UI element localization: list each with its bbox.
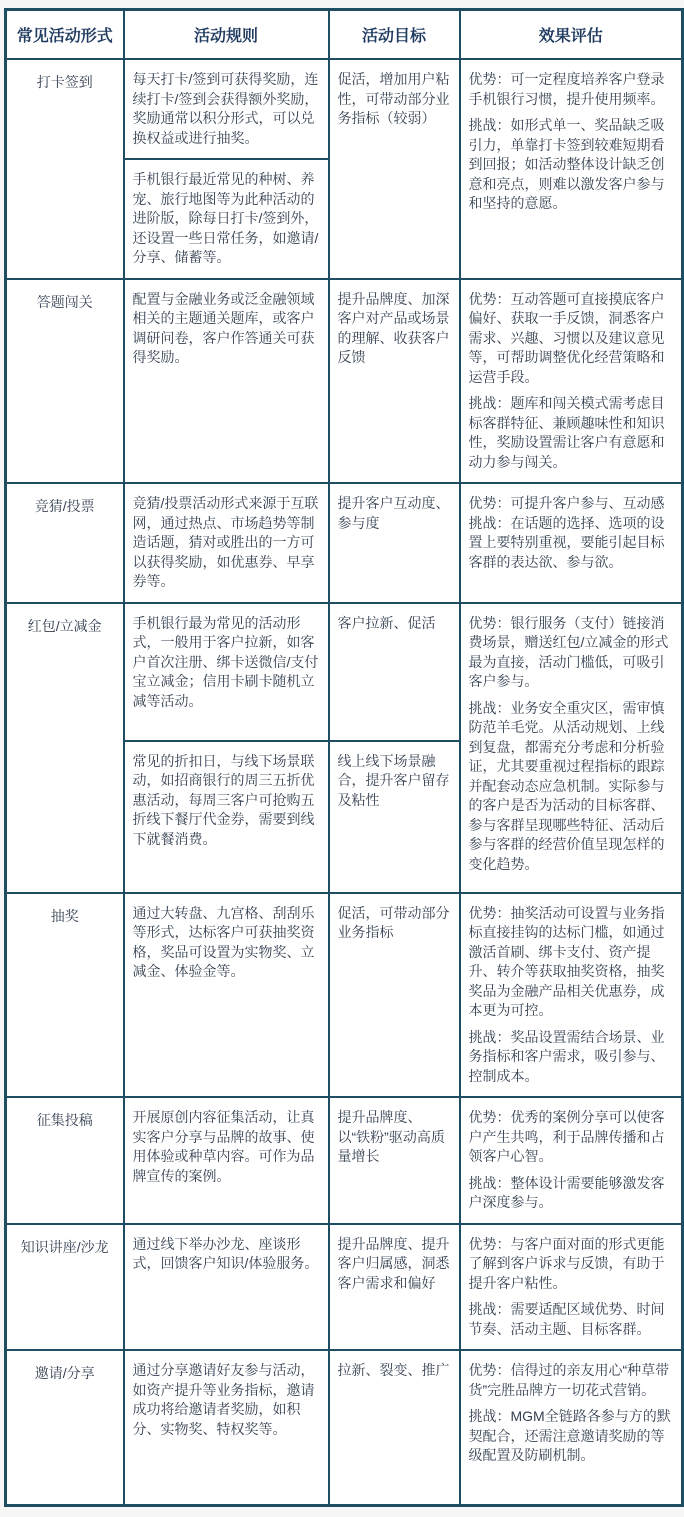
goals-cell: 提升品牌度、加深客户对产品或场景的理解、收获客户反馈 xyxy=(329,279,460,484)
row-red-packet xyxy=(6,603,683,741)
rules-cell-discount-day: 常见的折扣日，与线下场景联动，如招商银行的周三五折优惠活动，每周三客户可抢购五折线下餐厅代金券，需要到线下就餐消费。 xyxy=(124,741,329,893)
evaluation-cell xyxy=(460,59,683,279)
form-cell: 征集投稿 xyxy=(6,1097,124,1224)
goals-cell: 客户拉新、促活 xyxy=(329,603,460,741)
evaluation-challenge: 挑战：需要适配区域优势、时间节奏、活动主题、目标客群。 xyxy=(468,1301,665,1337)
goals-cell: 促活，增加用户粘性，可带动部分业务指标（较弱） xyxy=(329,59,460,279)
evaluation-advantage: 优势：可一定程度培养客户登录手机银行习惯，提升使用频率。 xyxy=(468,71,665,107)
goals-cell: 拉新、裂变、推广 xyxy=(329,1350,460,1505)
evaluation-advantage: 优势：与客户面对面的形式更能了解到客户诉求与反馈，有助于提升客户粘性。 xyxy=(468,1235,665,1291)
column-header-form: 常见活动形式 xyxy=(6,10,124,60)
evaluation-advantage: 优势：信得过的亲友用心“种草带货”完胜品牌方一切花式营销。 xyxy=(468,1362,670,1398)
evaluation-challenge: 挑战：奖品设置需结合场景、业务指标和客户需求，吸引参与、控制成本。 xyxy=(468,1028,665,1084)
form-cell: 抽奖 xyxy=(6,893,124,1098)
row-check-in xyxy=(6,59,683,159)
form-cell: 邀请/分享 xyxy=(6,1350,124,1505)
evaluation-advantage: 优势：银行服务（支付）链接消费场景，赠送红包/立减金的形式最为直接，活动门槛低，可吸引客户参与。 xyxy=(468,614,669,689)
rules-cell: 配置与金融业务或泛金融领域相关的主题通关题库，或客户调研问卷，客户作答通关可获得奖励。 xyxy=(124,279,329,484)
rules-cell: 每天打卡/签到可获得奖励，连续打卡/签到会获得额外奖励，奖励通常以积分形式，可以兑换权益或进行抽奖。 xyxy=(124,59,329,159)
evaluation-cell xyxy=(460,893,683,1098)
goals-cell-offline: 线上线下场景融合，提升客户留存及粘性 xyxy=(329,741,460,893)
form-cell: 答题闯关 xyxy=(6,279,124,484)
rules-cell: 手机银行最为常见的活动形式，一般用于客户拉新，如客户首次注册、绑卡送微信/支付宝立减金；信用卡刷卡随机立减等活动。 xyxy=(124,603,329,741)
evaluation-advantage: 优势：优秀的案例分享可以使客户产生共鸣，利于品牌传播和占领客户心智。 xyxy=(468,1109,665,1164)
evaluation-challenge: 挑战：业务安全重灾区，需审慎防范羊毛党。从活动规划、上线到复盘，都需充分考虑和分析验证，尤其要重视过程指标的跟踪并配套动态应急机制。实际参与的客户是否为活动的目标客群、参与客群呈现哪些特征、活动后参与客群的经营价值呈现怎样的变化趋势。 xyxy=(468,699,665,872)
evaluation-challenge: 挑战：MGM全链路各参与方的默契配合，还需注意邀请奖励的等级配置及防刷机制。 xyxy=(468,1408,671,1463)
goals-cell: 提升品牌度、以“铁粉”驱动高质量增长 xyxy=(329,1097,460,1224)
evaluation-cell xyxy=(460,1097,683,1224)
row-lottery xyxy=(6,893,683,1098)
rules-cell: 通过大转盘、九宫格、刮刮乐等形式，达标客户可获抽奖资格，奖品可设置为实物奖、立减金、体验金等。 xyxy=(124,893,329,1098)
column-header-evaluation: 效果评估 xyxy=(460,10,683,60)
row-ugc-collection xyxy=(6,1097,683,1224)
rules-cell-advanced: 手机银行最近常见的种树、养宠、旅行地图等为此种活动的进阶版，除每日打卡/签到外，还设置一些日常任务，如邀请/分享、储蓄等。 xyxy=(124,159,329,279)
rules-cell: 开展原创内容征集活动，让真实客户分享与品牌的故事、使用体验或种草内容。可作为品牌宣传的案例。 xyxy=(124,1097,329,1224)
evaluation-challenge: 挑战：如形式单一、奖品缺乏吸引力，单靠打卡签到较难短期看到回报；如活动整体设计缺乏创意和亮点，则难以激发客户参与和坚持的意愿。 xyxy=(468,117,665,211)
evaluation-challenge: 挑战：题库和闯关模式需考虑目标客群特征、兼顾趣味性和知识性，奖励设置需让客户有意愿和动力参与闯关。 xyxy=(468,395,665,470)
evaluation-advantage: 优势：互动答题可直接摸底客户偏好、获取一手反馈，洞悉客户需求、兴趣、习惯以及建议意见等，可帮助调整优化经营策略和运营手段。 xyxy=(468,290,665,385)
form-cell: 竞猜/投票 xyxy=(6,483,124,603)
evaluation-challenge: 挑战：整体设计需要能够激发客户深度参与。 xyxy=(468,1174,665,1210)
evaluation-challenge: 挑战：在话题的选择、选项的设置上要特别重视，要能引起目标客群的表达欲、参与欲。 xyxy=(468,514,665,570)
activity-forms-table xyxy=(4,8,684,1507)
goals-cell: 促活，可带动部分业务指标 xyxy=(329,893,460,1098)
row-quiz-challenge xyxy=(6,279,683,484)
rules-cell: 通过分享邀请好友参与活动，如资产提升等业务指标，邀请成功将给邀请者奖励，如积分、实物奖、特权奖等。 xyxy=(124,1350,329,1505)
evaluation-cell xyxy=(460,1350,683,1505)
row-guess-vote xyxy=(6,483,683,603)
row-invite-share xyxy=(6,1350,683,1505)
evaluation-cell xyxy=(460,603,683,893)
row-lecture-salon xyxy=(6,1224,683,1351)
evaluation-advantage: 优势：可提升客户参与、互动感 xyxy=(468,495,665,511)
column-header-rules: 活动规则 xyxy=(124,10,329,60)
form-cell: 知识讲座/沙龙 xyxy=(6,1224,124,1351)
form-cell: 打卡签到 xyxy=(6,59,124,279)
goals-cell: 提升品牌度、提升客户归属感，洞悉客户需求和偏好 xyxy=(329,1224,460,1351)
evaluation-cell xyxy=(460,483,683,603)
rules-cell: 通过线下举办沙龙、座谈形式，回馈客户知识/体验服务。 xyxy=(124,1224,329,1351)
column-header-goals: 活动目标 xyxy=(329,10,460,60)
rules-cell: 竞猜/投票活动形式来源于互联网，通过热点、市场趋势等制造话题，猜对或胜出的一方可以获得奖励，如优惠券、早享券等。 xyxy=(124,483,329,603)
evaluation-advantage: 优势：抽奖活动可设置与业务指标直接挂钩的达标门槛，如通过激活首刷、绑卡支付、资产提升、转介等获取抽奖资格，抽奖奖品为金融产品相关优惠券，成本更为可控。 xyxy=(468,904,665,1018)
evaluation-cell xyxy=(460,279,683,484)
form-cell: 红包/立减金 xyxy=(6,603,124,893)
header-row xyxy=(6,10,683,60)
evaluation-cell xyxy=(460,1224,683,1351)
goals-cell: 提升客户互动度、参与度 xyxy=(329,483,460,603)
